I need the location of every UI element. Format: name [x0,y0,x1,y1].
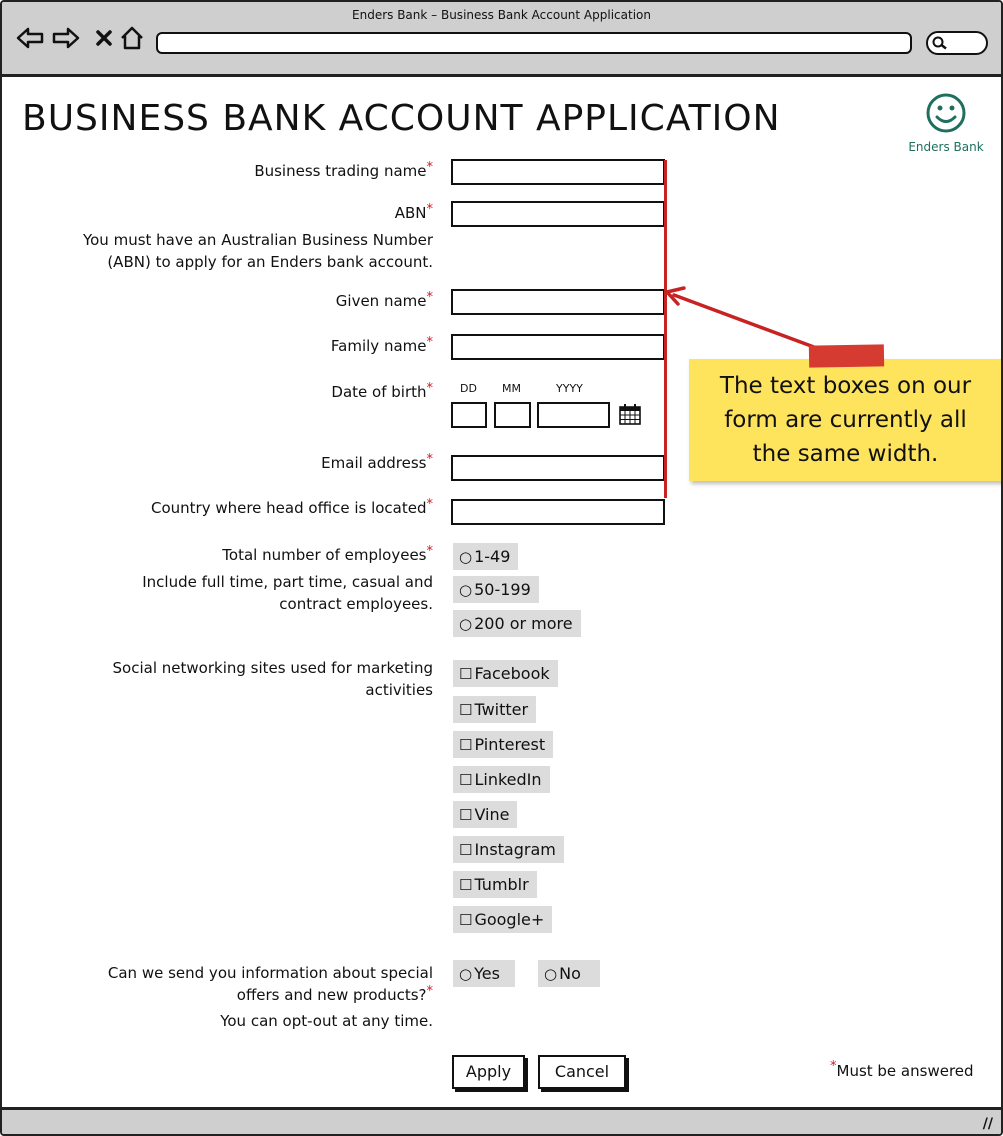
must-be-answered-note: *Must be answered [830,1059,974,1080]
annotation-line-3: the same width. [752,441,939,467]
employees-help [142,571,433,615]
browser-toolbar [2,2,1001,77]
dob-year-input[interactable] [537,402,610,428]
social-label-line-1: Social networking sites used for marketing [112,659,433,677]
home-icon[interactable] [118,24,146,52]
social-option-linkedin[interactable] [453,766,550,793]
checkbox-icon: ☐ [459,736,473,754]
email-label: Email address* [321,452,433,472]
dob-day-input[interactable] [451,402,487,428]
given-name-label: Given name* [335,290,433,310]
option-label: Vine [474,805,510,824]
employees-help-line-1: Include full time, part time, casual and [142,573,433,591]
offers-label [108,962,433,1006]
radio-icon: ○ [544,965,558,983]
abn-help-line-2: (ABN) to apply for an Enders bank account. [107,253,433,271]
employees-help-line-2: contract employees. [279,595,433,613]
annotation-arrow-icon [662,282,832,357]
apply-button[interactable]: Apply [452,1055,525,1089]
annotation-line-2: form are currently all [724,407,967,433]
trading-name-label: Business trading name* [254,160,433,180]
dob-month-input[interactable] [494,402,531,428]
offers-label-line-2: offers and new products?* [236,984,433,1004]
offers-label-line-1: Can we send you information about special [107,964,433,982]
radio-icon: ○ [459,548,473,566]
page-title: BUSINESS BANK ACCOUNT APPLICATION [22,98,781,139]
abn-input[interactable] [451,201,665,227]
bank-logo [906,92,986,154]
checkbox-icon: ☐ [459,876,473,894]
social-option-vine[interactable] [453,801,517,828]
window-title: Enders Bank – Business Bank Account Application [352,8,651,22]
option-label: Twitter [474,700,529,719]
radio-icon: ○ [459,615,473,633]
social-option-facebook[interactable] [453,660,558,687]
option-label: Tumblr [474,875,529,894]
checkbox-icon: ☐ [459,701,473,719]
social-option-tumblr[interactable] [453,871,537,898]
email-input[interactable] [451,455,665,481]
option-label: Yes [474,964,500,983]
employees-label: Total number of employees* [222,544,433,564]
social-option-instagram[interactable] [453,836,564,863]
resize-grip-icon[interactable]: // [982,1116,993,1132]
country-input[interactable] [451,499,665,525]
social-option-pinterest[interactable] [453,731,553,758]
dob-label: Date of birth* [331,381,433,401]
radio-icon: ○ [459,965,473,983]
social-label-line-2: activities [365,681,433,699]
checkbox-icon: ☐ [459,841,473,859]
search-icon [932,36,948,50]
family-name-input[interactable] [451,334,665,360]
employees-option-1-49[interactable] [453,543,518,570]
smiley-logo-icon [925,92,967,134]
checkbox-icon: ☐ [459,665,473,683]
trading-name-input[interactable] [451,159,665,185]
option-label: 200 or more [474,614,573,633]
logo-text: Enders Bank [908,140,984,154]
abn-label: ABN* [394,202,433,222]
option-label: Pinterest [474,735,546,754]
offers-option-no[interactable] [538,960,600,987]
option-label: Facebook [474,664,550,683]
option-label: 1-49 [474,547,511,566]
forward-icon[interactable] [52,24,80,52]
abn-help-line-1: You must have an Australian Business Number [82,231,433,249]
employees-option-200-or-more[interactable] [453,610,581,637]
option-label: LinkedIn [474,770,542,789]
option-label: Instagram [474,840,556,859]
dob-year-label: YYYY [556,382,583,395]
option-label: Google+ [474,910,545,929]
annotation-tape [809,344,884,367]
given-name-input[interactable] [451,289,665,315]
address-bar[interactable] [156,32,912,54]
employees-option-50-199[interactable] [453,576,539,603]
option-label: No [559,964,581,983]
offers-help: You can opt-out at any time. [220,1012,433,1030]
social-label [113,657,433,701]
country-label: Country where head office is located* [150,497,433,517]
offers-option-yes[interactable] [453,960,515,987]
annotation-sticky-note [689,359,1002,481]
checkbox-icon: ☐ [459,771,473,789]
abn-help [83,229,433,273]
social-option-twitter[interactable] [453,696,536,723]
stop-icon[interactable] [90,24,118,52]
calendar-icon[interactable] [619,403,641,425]
back-icon[interactable] [16,24,44,52]
dob-month-label: MM [502,382,521,395]
browser-search-field[interactable] [926,31,988,55]
checkbox-icon: ☐ [459,911,473,929]
annotation-line-1: The text boxes on our [719,373,972,399]
social-option-google-plus[interactable] [453,906,552,933]
cancel-button[interactable]: Cancel [538,1055,626,1089]
dob-day-label: DD [460,382,477,395]
status-bar [2,1107,1001,1134]
option-label: 50-199 [474,580,531,599]
checkbox-icon: ☐ [459,806,473,824]
family-name-label: Family name* [330,335,433,355]
radio-icon: ○ [459,581,473,599]
